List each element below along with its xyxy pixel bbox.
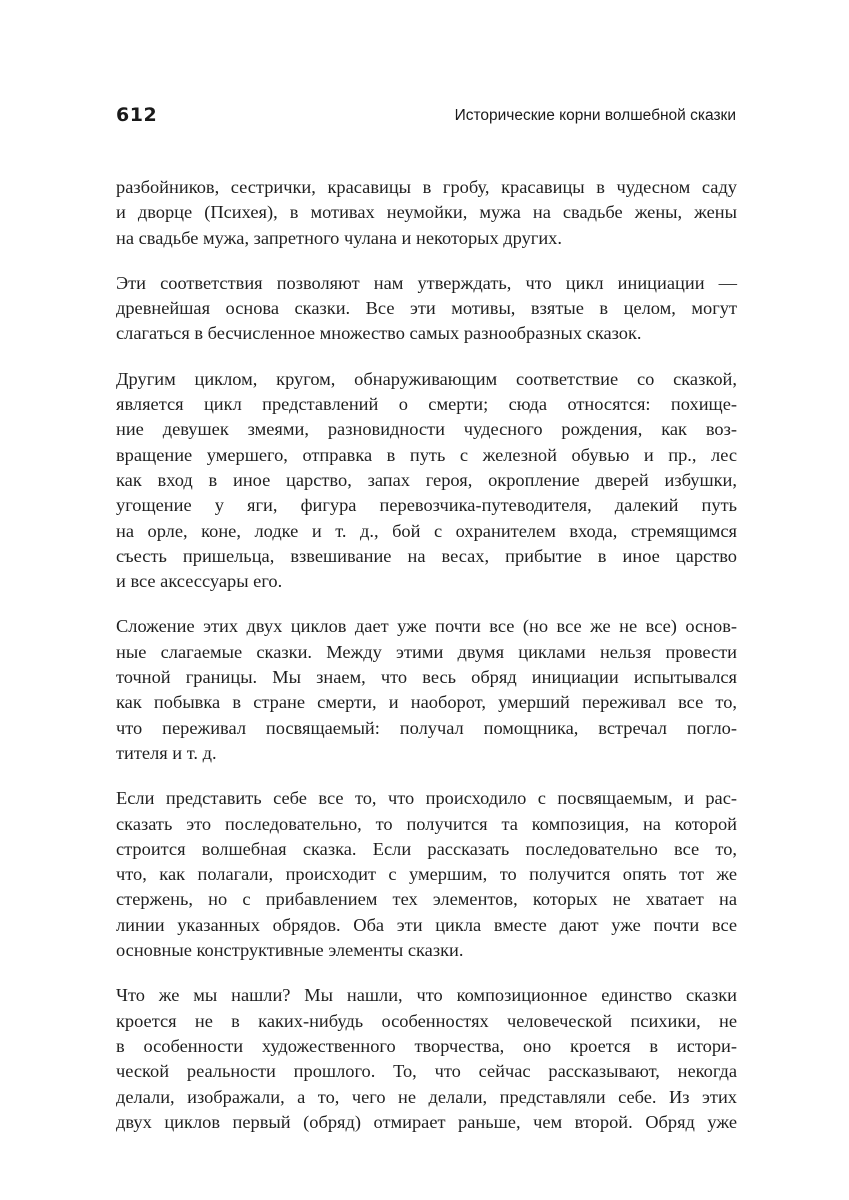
text-line: слагаться в бесчисленное множество самых разнообразных сказок. <box>116 323 642 344</box>
text-line: Эти соответствия позволяют нам утверждать, что цикл инициации — <box>116 272 737 293</box>
text-line: Что же мы нашли? Мы нашли, что композиционное единство сказки <box>116 985 737 1006</box>
text-line: тителя и т. д. <box>116 742 217 763</box>
paragraph <box>116 175 737 251</box>
text-line: ные слагаемые сказки. Между этими двумя циклами нельзя провести <box>116 641 737 662</box>
text-line: вращение умершего, отправка в путь с железной обувью и пр., лес <box>116 444 737 465</box>
text-line: Сложение этих двух циклов дает уже почти все (но все же не все) основ- <box>116 616 737 637</box>
text-line: и дворце (Психея), в мотивах неумойки, мужа на свадьбе жены, жены <box>116 202 737 223</box>
paragraph <box>116 614 737 766</box>
text-line: и все аксессуары его. <box>116 571 283 592</box>
paragraph <box>116 367 737 595</box>
text-line: основные конструктивные элементы сказки. <box>116 940 464 961</box>
text-line: сказать это последовательно, то получится та композиция, на которой <box>116 813 737 834</box>
text-line: что, как полагали, происходит с умершим, то получится опять тот же <box>116 864 737 885</box>
text-line: на свадьбе мужа, запретного чулана и некоторых других. <box>116 227 562 248</box>
text-line: Другим циклом, кругом, обнаруживающим соответствие со сказкой, <box>116 368 737 389</box>
text-line: двух циклов первый (обряд) отмирает раньше, чем второй. Обряд уже <box>116 1111 737 1132</box>
text-line: что переживал посвящаемый: получал помощника, встречал погло- <box>116 717 737 738</box>
text-line: ние девушек змеями, разновидности чудесного рождения, как воз- <box>116 419 737 440</box>
text-line: линии указанных обрядов. Оба эти цикла вместе дают уже почти все <box>116 914 737 935</box>
text-line: строится волшебная сказка. Если рассказать последовательно все то, <box>116 838 737 859</box>
text-line: как вход в иное царство, запах героя, окропление дверей избушки, <box>116 469 737 490</box>
paragraph <box>116 786 737 963</box>
paragraph <box>116 983 737 1135</box>
text-line: древнейшая основа сказки. Все эти мотивы, взятые в целом, могут <box>116 298 737 319</box>
page-number: 612 <box>116 104 158 126</box>
text-line: в особенности художественного творчества, оно кроется в истори- <box>116 1035 737 1056</box>
text-line: Если представить себе все то, что происходило с посвящаемым, и рас- <box>116 788 737 809</box>
text-line: точной границы. Мы знаем, что весь обряд инициации испытывался <box>116 667 737 688</box>
text-line: является цикл представлений о смерти; сюда относятся: похище- <box>116 394 737 415</box>
text-line: разбойников, сестрички, красавицы в гробу, красавицы в чудесном саду <box>116 177 737 197</box>
text-line: угощение у яги, фигура перевозчика-путеводителя, далекий путь <box>116 495 737 516</box>
running-title: Исторические корни волшебной сказки <box>454 107 736 124</box>
text-line: ческой реальности прошлого. То, что сейчас рассказывают, некогда <box>116 1061 737 1082</box>
text-line: делали, изображали, а то, чего не делали, представляли себе. Из этих <box>116 1086 737 1107</box>
body-text <box>116 175 737 1155</box>
running-head <box>116 104 736 134</box>
text-line: как побывка в стране смерти, и наоборот, умерший переживал все то, <box>116 692 737 713</box>
text-line: съесть пришельца, взвешивание на весах, прибытие в иное царство <box>116 545 737 566</box>
text-line: на орле, коне, лодке и т. д., бой с охранителем входа, стремящимся <box>116 520 737 541</box>
paragraph <box>116 271 737 347</box>
text-line: кроется не в каких-нибудь особенностях человеческой психики, не <box>116 1010 737 1031</box>
text-line: стержень, но с прибавлением тех элементов, которых не хватает на <box>116 889 737 910</box>
